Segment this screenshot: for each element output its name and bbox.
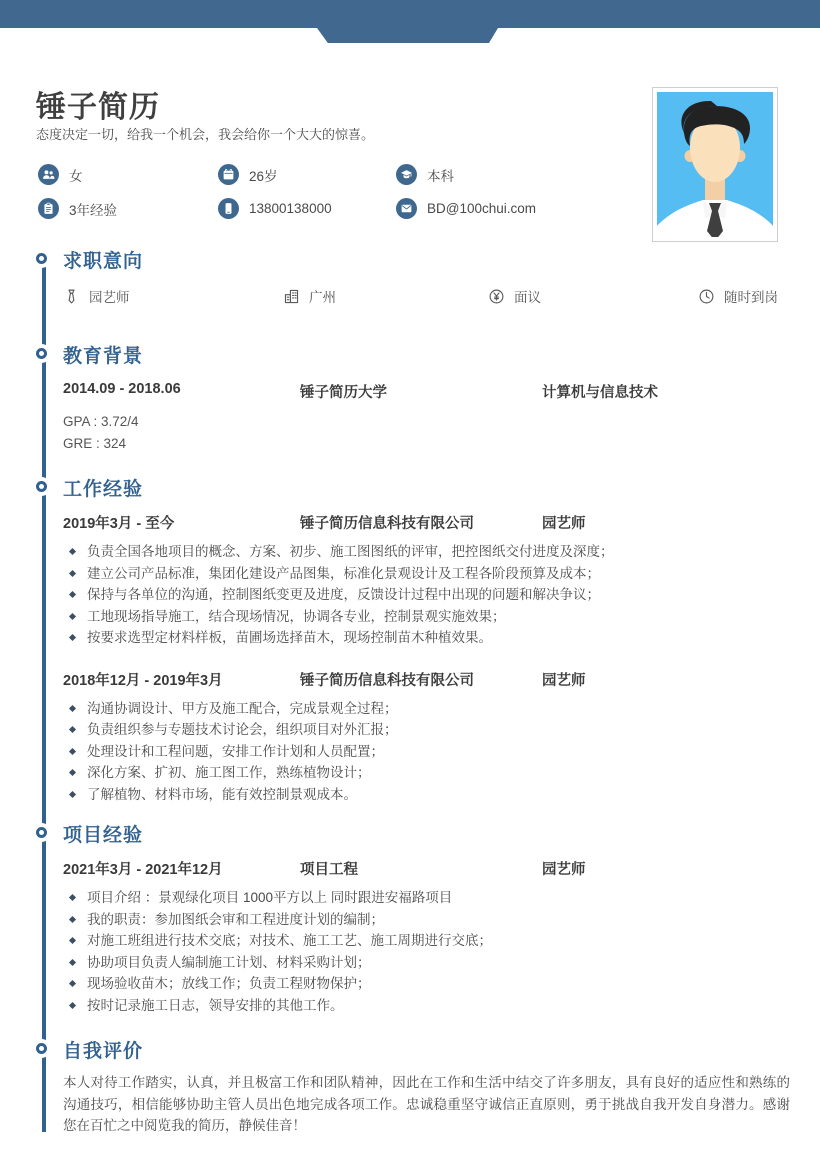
- education-gpa: GPA : 3.72/4: [63, 414, 139, 429]
- bullet-diamond-icon: [69, 726, 76, 733]
- bullet-item: [63, 627, 790, 649]
- intention-availability-label: 随时到岗: [724, 290, 778, 305]
- intention-availability: [698, 285, 790, 307]
- bullet-diamond-icon: [69, 937, 76, 944]
- bullet-text: 负责组织参与专题技术讨论会，组织项目对外汇报；: [87, 722, 398, 737]
- phone-icon: [218, 198, 239, 219]
- section-project: [63, 824, 790, 1016]
- contact-info: [38, 164, 623, 219]
- experience-icon: [38, 198, 59, 219]
- bullet-item: [63, 698, 790, 720]
- bullet-diamond-icon: [69, 612, 76, 619]
- bullet-diamond-icon: [69, 1001, 76, 1008]
- work-entry-2-role: 园艺师: [542, 672, 586, 689]
- bullet-item: [63, 563, 790, 585]
- work-entry-1-head: [63, 512, 790, 533]
- work-entry-2-company: 锤子简历信息科技有限公司: [300, 672, 474, 689]
- bullet-item: [63, 784, 790, 806]
- age-icon: [218, 164, 239, 185]
- timeline-ring-icon: [36, 827, 47, 838]
- education-school: 锤子简历大学: [300, 385, 387, 401]
- bullet-item: [63, 952, 790, 974]
- bullet-item: [63, 741, 790, 763]
- contact-email-value: BD@100chui.com: [427, 201, 537, 216]
- bullet-text: 处理设计和工程问题，安排工作计划和人员配置；: [87, 743, 384, 759]
- page-title: 锤子简历: [36, 91, 160, 124]
- intention-position: [63, 285, 283, 307]
- page-subtitle: 态度决定一切，给我一个机会，我会给你一个大大的惊喜。: [36, 127, 375, 142]
- work-entry-1-period: 2019年3月 - 至今: [63, 516, 175, 532]
- contact-phone: [218, 198, 396, 219]
- salary-icon: [488, 288, 505, 305]
- bullet-diamond-icon: [69, 548, 76, 555]
- bullet-diamond-icon: [69, 894, 76, 901]
- bullet-item: [63, 973, 790, 995]
- intention-position-label: 园艺师: [89, 290, 130, 305]
- education-gre: GRE : 324: [63, 436, 127, 451]
- contact-gender: [38, 164, 218, 185]
- section-education-title: 教育背景: [63, 346, 144, 367]
- work-entry-2-bullets: [63, 698, 790, 806]
- work-entry-1-company: 锤子简历信息科技有限公司: [300, 516, 474, 532]
- project-role: 园艺师: [542, 862, 586, 878]
- work-entry-1-role: 园艺师: [542, 516, 586, 532]
- timeline-ring-icon: [36, 481, 47, 492]
- section-intention-title: 求职意向: [63, 251, 144, 272]
- bullet-text: 我的职责：参加图纸会审和工程进度计划的编制；: [87, 911, 384, 927]
- contact-email: [396, 198, 623, 219]
- section-evaluation: [63, 1040, 790, 1137]
- bullet-item: [63, 606, 790, 628]
- work-entry-2-period: 2018年12月 - 2019年3月: [63, 672, 223, 689]
- section-education: [63, 345, 790, 455]
- timeline-line: [42, 262, 46, 1132]
- bullet-diamond-icon: [69, 747, 76, 754]
- bullet-text: 了解植物、材料市场，能有效控制景观成本。: [87, 786, 357, 802]
- bullet-text: 按时记录施工日志，领导安排的其他工作。: [87, 997, 344, 1013]
- bullet-item: [63, 719, 790, 741]
- section-intention: [63, 250, 790, 307]
- bullet-text: 工地现场指导施工，结合现场情况，协调各专业，控制景观实施效果；: [87, 608, 506, 624]
- intention-items: [63, 285, 790, 307]
- bullet-text: 现场验收苗木；放线工作；负责工程财物保护；: [87, 976, 371, 991]
- bullet-text: 深化方案、扩初、施工图工作，熟练植物设计；: [87, 765, 371, 780]
- section-evaluation-title: 自我评价: [63, 1041, 144, 1062]
- bullet-diamond-icon: [69, 634, 76, 641]
- tie-icon: [63, 288, 80, 305]
- clock-icon: [698, 288, 715, 305]
- contact-degree-value: 本科: [427, 168, 454, 184]
- section-work: [63, 478, 790, 805]
- education-entry: [63, 381, 790, 402]
- bullet-text: 协助项目负责人编制施工计划、材料采购计划；: [87, 954, 371, 970]
- bullet-item: [63, 909, 790, 931]
- timeline-ring-icon: [36, 348, 47, 359]
- bullet-text: 保持与各单位的沟通，控制图纸变更及进度，反馈设计过程中出现的问题和解决争议；: [87, 587, 600, 602]
- section-project-title: 项目经验: [63, 825, 144, 846]
- bullet-text: 负责全国各地项目的概念、方案、初步、施工图图纸的评审，把控图纸交付进度及深度；: [87, 544, 614, 559]
- bullet-text: 按要求选型定材料样板，苗圃场选择苗木，现场控制苗木种植效果。: [87, 630, 492, 645]
- bullet-item: [63, 995, 790, 1017]
- top-banner: [0, 0, 820, 28]
- intention-city-label: 广州: [309, 290, 336, 305]
- email-icon: [396, 198, 417, 219]
- bullet-diamond-icon: [69, 591, 76, 598]
- timeline-ring-icon: [36, 1043, 47, 1054]
- contact-degree: [396, 164, 623, 185]
- education-details: [63, 411, 790, 455]
- section-work-title: 工作经验: [63, 479, 144, 500]
- work-entry-2-head: [63, 669, 790, 690]
- project-entry-head: [63, 858, 790, 879]
- timeline-ring-icon: [36, 253, 47, 264]
- project-bullets: [63, 887, 790, 1016]
- bullet-diamond-icon: [69, 769, 76, 776]
- bullet-item: [63, 930, 790, 952]
- contact-age-value: 26岁: [249, 168, 278, 184]
- bullet-text: 对施工班组进行技术交底；对技术、施工工艺、施工周期进行交底；: [87, 933, 492, 948]
- bullet-diamond-icon: [69, 980, 76, 987]
- education-major: 计算机与信息技术: [542, 385, 658, 401]
- contact-phone-value: 13800138000: [249, 201, 332, 216]
- contact-age: [218, 164, 396, 185]
- bullet-item: [63, 887, 790, 909]
- contact-gender-value: 女: [69, 168, 83, 184]
- work-entry-1-bullets: [63, 541, 790, 649]
- intention-salary: [488, 285, 698, 307]
- bullet-diamond-icon: [69, 958, 76, 965]
- top-banner-trapezoid: [317, 28, 498, 43]
- bullet-diamond-icon: [69, 915, 76, 922]
- bullet-diamond-icon: [69, 704, 76, 711]
- building-icon: [283, 288, 300, 305]
- education-period: 2014.09 - 2018.06: [63, 381, 181, 397]
- contact-experience-value: 3年经验: [69, 202, 118, 218]
- profile-photo: [652, 87, 778, 242]
- project-period: 2021年3月 - 2021年12月: [63, 862, 223, 878]
- intention-salary-label: 面议: [514, 290, 541, 305]
- evaluation-text: 本人对待工作踏实，认真，并且极富工作和团队精神，因此在工作和生活中结交了许多朋友，具有良好的适应性和熟练的沟通技巧，相信能够协助主管人员出色地完成各项工作。忠诚稳重坚守诚信正直原则，勇于挑战自我开发自身潜力。感谢您在百忙之中阅览我的简历，静候佳音！: [63, 1075, 790, 1133]
- bullet-diamond-icon: [69, 790, 76, 797]
- bullet-text: 沟通协调设计、甲方及施工配合，完成景观全过程；: [87, 700, 398, 716]
- bullet-diamond-icon: [69, 569, 76, 576]
- bullet-text: 项目介绍 ：景观绿化项目 1000平方以上 同时跟进安福路项目: [87, 890, 453, 905]
- project-name: 项目工程: [300, 862, 358, 878]
- bullet-item: [63, 541, 790, 563]
- degree-icon: [396, 164, 417, 185]
- gender-icon: [38, 164, 59, 185]
- bullet-text: 建立公司产品标准，集团化建设产品图集，标准化景观设计及工程各阶段预算及成本；: [87, 565, 600, 581]
- bullet-item: [63, 584, 790, 606]
- contact-experience: [38, 198, 218, 219]
- bullet-item: [63, 762, 790, 784]
- intention-city: [283, 285, 488, 307]
